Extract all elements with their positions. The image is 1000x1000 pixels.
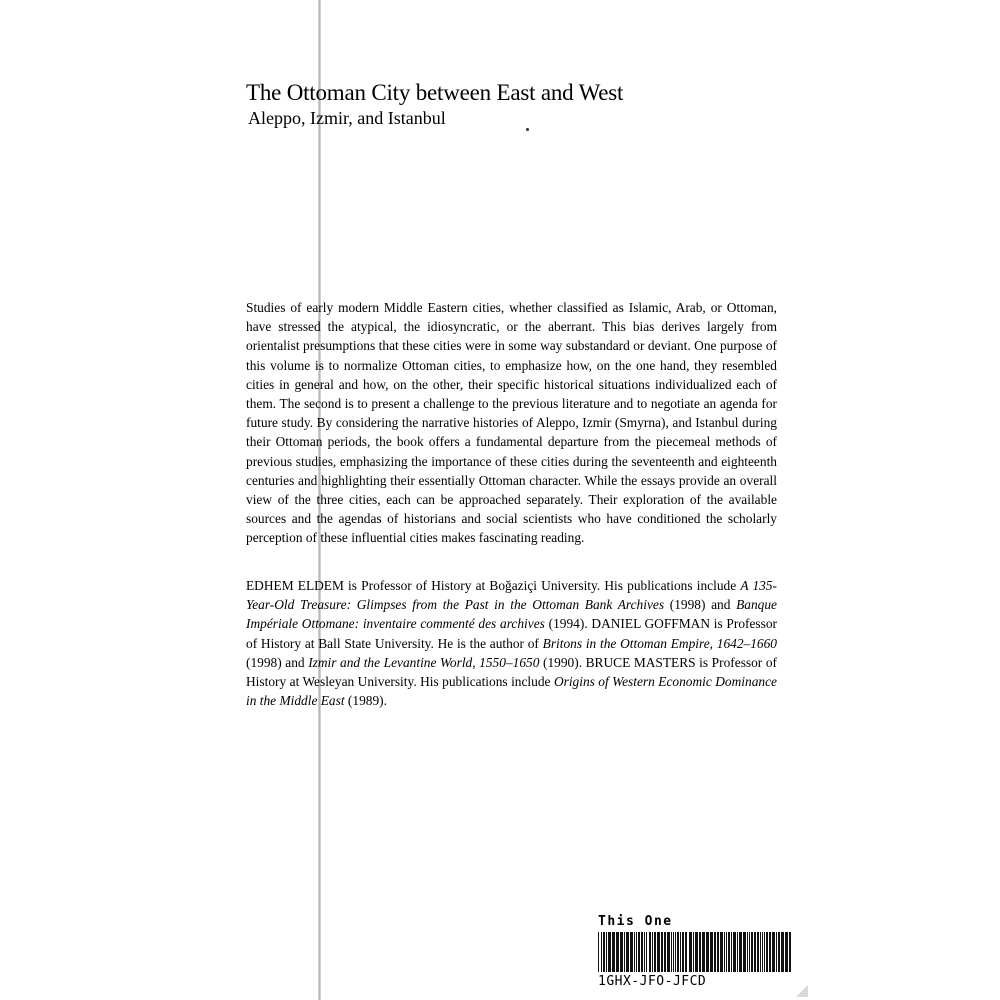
- barcode-bar: [664, 932, 666, 972]
- barcode-bar: [620, 932, 623, 972]
- page-corner-tear: [796, 985, 808, 997]
- library-barcode-label: [596, 914, 796, 1000]
- barcode-bar: [754, 932, 756, 972]
- bio-text: (1989).: [344, 693, 387, 709]
- barcode-bar: [626, 932, 629, 972]
- barcode-bar: [673, 932, 674, 972]
- barcode-bar: [778, 932, 780, 972]
- barcode-bar: [789, 932, 791, 972]
- barcode-bar: [757, 932, 759, 972]
- bio-text: EDHEM ELDEM is Professor of History at Boğaziçi University. His publications include: [246, 578, 741, 593]
- barcode-bar: [693, 932, 694, 972]
- barcode-bar: [652, 932, 653, 972]
- barcode-bar: [682, 932, 684, 972]
- barcode-bar: [751, 932, 753, 972]
- barcode-bar: [747, 932, 748, 972]
- barcode-bar: [776, 932, 777, 972]
- bio-text: (1994). DANIEL GOFFMAN is Professor of History at Ball State University. He is the author of: [246, 616, 777, 651]
- barcode-bar: [710, 932, 713, 972]
- book-title-reference: Izmir and the Levantine World, 1550–1650: [308, 654, 540, 670]
- barcode-bar: [717, 932, 719, 972]
- barcode-bar: [612, 932, 615, 972]
- author-bios: [246, 576, 777, 710]
- barcode-bar: [724, 932, 725, 972]
- book-title-reference: Origins of Western Economic Dominance in the Middle East: [246, 674, 777, 709]
- barcode-bar: [689, 932, 692, 972]
- barcode-bar: [657, 932, 660, 972]
- barcode-bar: [624, 932, 625, 972]
- barcode-bar: [743, 932, 746, 972]
- barcode-bar: [731, 932, 732, 972]
- barcode-bar: [737, 932, 738, 972]
- barcode-id: 1GHX-JFO-JFCD: [598, 974, 707, 989]
- barcode-bar: [769, 932, 771, 972]
- barcode-bar: [654, 932, 656, 972]
- barcode-bar: [646, 932, 647, 972]
- barcode-bar: [680, 932, 681, 972]
- barcode-bar: [649, 932, 651, 972]
- book-subtitle: Aleppo, Izmir, and Istanbul: [248, 108, 446, 128]
- barcode-bar: [685, 932, 687, 972]
- barcode-bar: [726, 932, 727, 972]
- bio-text: (1998) and: [664, 597, 737, 613]
- barcode-caption: This One: [598, 914, 673, 929]
- scan-margin: [822, 0, 1000, 1000]
- barcode-bar: [641, 932, 643, 972]
- bio-text: (1998) and: [246, 654, 309, 670]
- barcode-bar: [603, 932, 605, 972]
- barcode-bar: [671, 932, 672, 972]
- barcode-bar: [739, 932, 742, 972]
- barcode-bar: [762, 932, 763, 972]
- barcode-bar: [677, 932, 679, 972]
- barcode-bar: [766, 932, 768, 972]
- barcode-icon: [596, 932, 796, 974]
- barcode-bar: [661, 932, 663, 972]
- dust-speck: [526, 128, 529, 131]
- barcode-bar: [638, 932, 640, 972]
- barcode-bar: [616, 932, 619, 972]
- barcode-bar: [695, 932, 698, 972]
- book-title-reference: Britons in the Ottoman Empire, 1642–1660: [542, 635, 778, 651]
- book-description: Studies of early modern Middle Eastern cities, whether classified as Islamic, Arab, or Ottoman, have stressed the atypical, the idiosyncratic, or the aberrant. This bias derives largely from orientalist presumptions that these cities were in some way substandard or deviant. One purpose of this volume is to normalize Ottoman cities, to emphasize how, on the one hand, they resembled cities in general and how, on the other, their specific historical situations individualized each of them. The second is to present a challenge to the previous literature and to negotiate an agenda for future study. By considering the narrative histories of Aleppo, Izmir (Smyrna), and Istanbul during their Ottoman periods, the book offers a fundamental departure from the piecemeal methods of previous studies, emphasizing the importance of these cities during the seventeenth and eighteenth centuries and highlighting their essentially Ottoman character. While the essays provide an overall view of the three cities, each can be approached separately. Their exploration of the available sources and the agendas of historians and social scientists who have conditioned the scholarly perception of these influential cities makes fascinating reading.: [246, 300, 777, 546]
- barcode-bar: [644, 932, 645, 972]
- barcode-bar: [667, 932, 670, 972]
- barcode-bar: [608, 932, 611, 972]
- barcode-bar: [720, 932, 723, 972]
- barcode-bar: [601, 932, 602, 972]
- barcode-bar: [772, 932, 775, 972]
- barcode-bar: [764, 932, 765, 972]
- barcode-bar: [675, 932, 676, 972]
- barcode-bar: [636, 932, 637, 972]
- barcode-bar: [760, 932, 761, 972]
- barcode-bar: [785, 932, 788, 972]
- barcode-bar: [699, 932, 701, 972]
- barcode-bar: [706, 932, 709, 972]
- barcode-bar: [749, 932, 750, 972]
- barcode-bar: [733, 932, 736, 972]
- barcode-bar: [702, 932, 705, 972]
- book-title: The Ottoman City between East and West: [246, 80, 624, 105]
- barcode-bar: [728, 932, 730, 972]
- book-title-reference: A 135-Year-Old Treasure: Glimpses from the Past in the Ottoman Bank Archives: [246, 578, 777, 613]
- book-title-reference: Banque Impériale Ottomane: inventaire commenté des archives: [246, 597, 777, 632]
- barcode-bar: [781, 932, 784, 972]
- bio-text: (1990). BRUCE MASTERS is Professor of History at Wesleyan University. His publications include: [246, 654, 777, 690]
- barcode-bar: [634, 932, 635, 972]
- barcode-bar: [598, 932, 599, 972]
- barcode-bar: [606, 932, 607, 972]
- barcode-bar: [714, 932, 716, 972]
- barcode-bar: [630, 932, 633, 972]
